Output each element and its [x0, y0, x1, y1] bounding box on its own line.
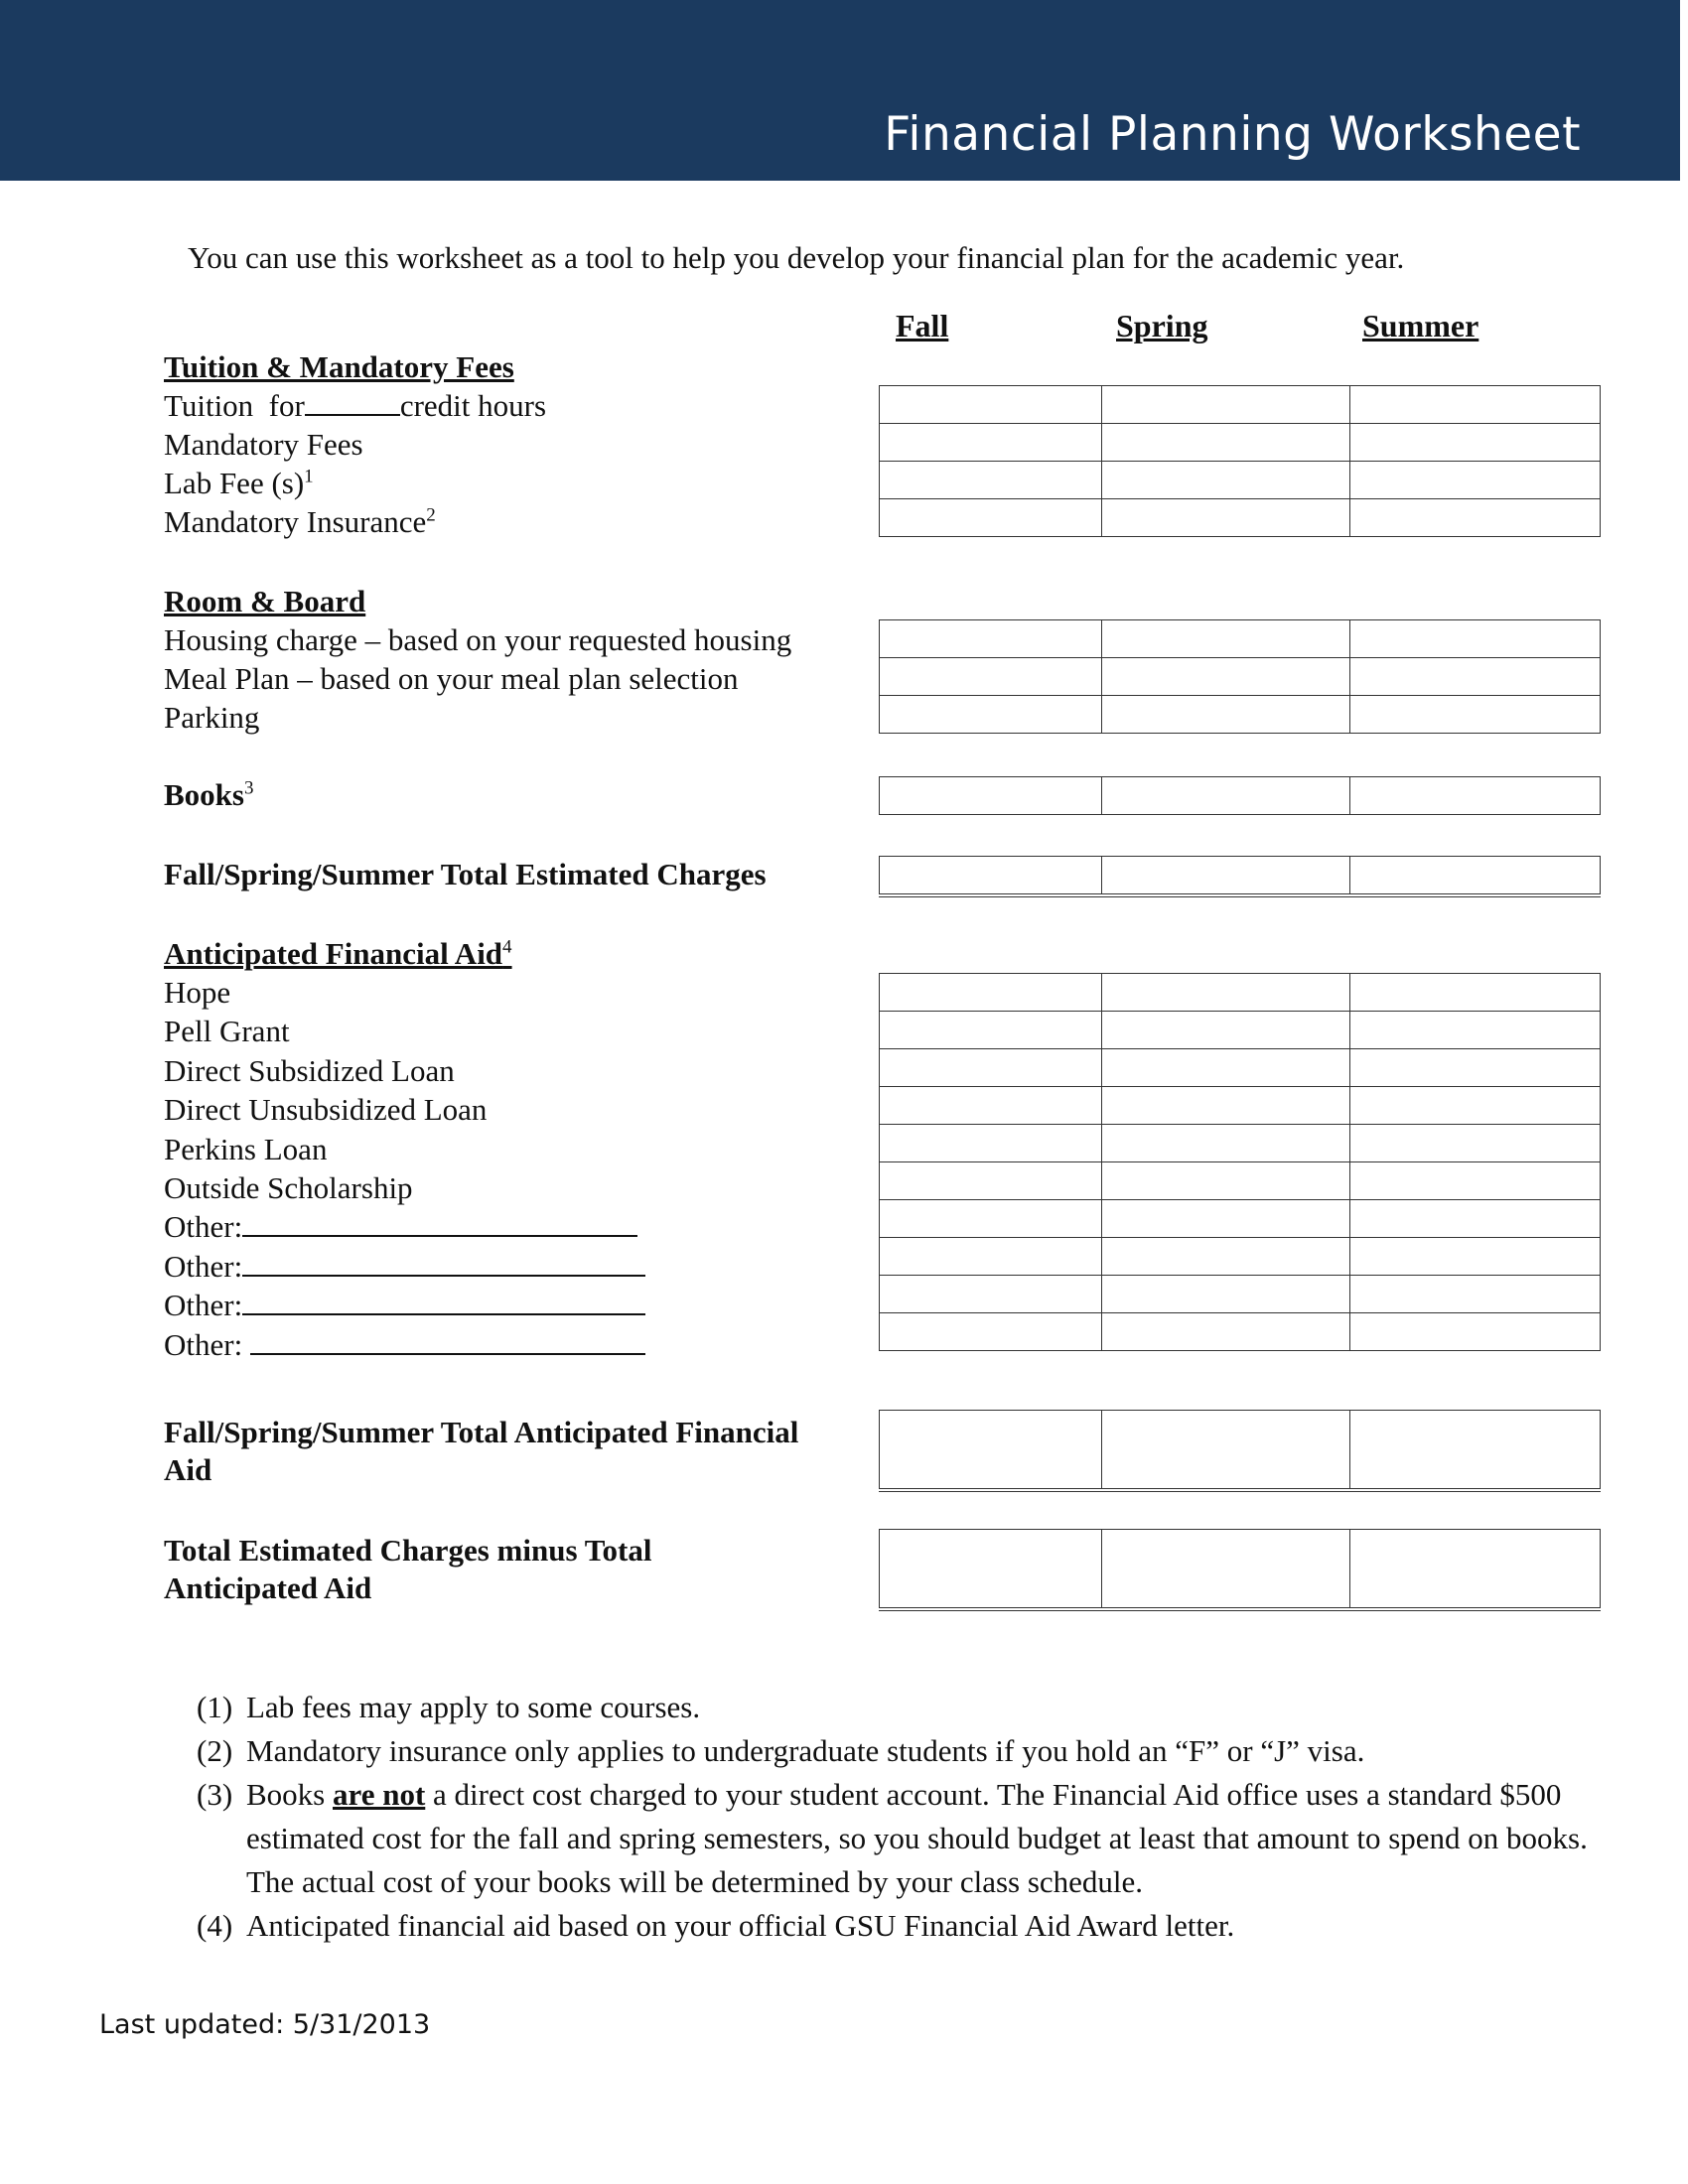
grid-cell[interactable]	[880, 696, 1102, 734]
last-updated: Last updated: 5/31/2013	[99, 2009, 431, 2040]
grid-cell[interactable]	[1350, 658, 1601, 696]
grid-cell[interactable]	[880, 974, 1102, 1012]
grid-cell[interactable]	[1102, 1238, 1350, 1276]
grid-cell[interactable]	[880, 620, 1102, 658]
room-board-grid	[879, 619, 1601, 734]
grid-cell[interactable]	[1102, 1125, 1350, 1162]
parking-label: Parking	[164, 700, 260, 735]
tuition-credit-hours-label: Tuition for credit hours	[164, 388, 547, 423]
total-charges-label: Fall/Spring/Summer Total Estimated Charges	[164, 857, 767, 891]
aid-item-other-3: Other:	[164, 1286, 645, 1325]
column-header-spring: Spring	[1116, 308, 1208, 343]
table-row	[880, 1200, 1601, 1238]
footnote-2: (2) Mandatory insurance only applies to undergraduate students if you hold an “F” or “J” visa.	[197, 1733, 1365, 1768]
grid-cell[interactable]	[1350, 777, 1601, 815]
books-label: Books$^3$	[164, 777, 254, 812]
other-blank-1[interactable]	[242, 1207, 637, 1237]
grid-cell[interactable]	[1350, 1313, 1601, 1351]
grid-cell[interactable]	[1350, 1162, 1601, 1200]
grid-cell[interactable]	[880, 857, 1102, 896]
grid-cell[interactable]	[1102, 1313, 1350, 1351]
other-blank-3[interactable]	[242, 1286, 645, 1315]
total-aid-label: Fall/Spring/Summer Total Anticipated Financial Aid	[164, 1415, 799, 1487]
column-header-fall: Fall	[896, 308, 949, 343]
table-row	[880, 857, 1601, 896]
total-charges-grid	[879, 856, 1601, 897]
grid-cell[interactable]	[1350, 1411, 1601, 1491]
table-row	[880, 974, 1601, 1012]
grid-cell[interactable]	[1102, 1162, 1350, 1200]
grid-cell[interactable]	[1102, 462, 1350, 499]
grid-cell[interactable]	[1350, 499, 1601, 537]
page-title: Financial Planning Worksheet	[884, 107, 1581, 162]
aid-item-direct-subsidized: Direct Subsidized Loan	[164, 1053, 455, 1088]
grid-cell[interactable]	[1350, 696, 1601, 734]
table-row	[880, 777, 1601, 815]
mandatory-fees-label: Mandatory Fees	[164, 427, 363, 462]
column-header-summer: Summer	[1362, 308, 1479, 343]
grid-cell[interactable]	[880, 386, 1102, 424]
table-row	[880, 1012, 1601, 1049]
credit-hours-blank[interactable]	[305, 386, 400, 416]
grid-cell[interactable]	[880, 1049, 1102, 1087]
intro-text: You can use this worksheet as a tool to help you develop your financial plan for the academic year.	[188, 240, 1405, 275]
aid-item-hope: Hope	[164, 975, 231, 1010]
lab-fee-label: Lab Fee $(s)^1$	[164, 466, 314, 500]
grid-cell[interactable]	[880, 658, 1102, 696]
grid-cell[interactable]	[880, 1012, 1102, 1049]
grid-cell[interactable]	[880, 424, 1102, 462]
aid-item-perkins: Perkins Loan	[164, 1132, 328, 1166]
grid-cell[interactable]	[880, 1238, 1102, 1276]
footnote-1: (1) Lab fees may apply to some courses.	[197, 1690, 701, 1724]
grid-cell[interactable]	[1102, 974, 1350, 1012]
table-row	[880, 386, 1601, 424]
grid-cell[interactable]	[1350, 620, 1601, 658]
net-label: Total Estimated Charges minus Total Anticipated Aid	[164, 1533, 652, 1605]
table-row	[880, 1125, 1601, 1162]
grid-cell[interactable]	[1102, 424, 1350, 462]
table-row	[880, 696, 1601, 734]
grid-cell[interactable]	[1350, 386, 1601, 424]
grid-cell[interactable]	[880, 462, 1102, 499]
grid-cell[interactable]	[880, 1411, 1102, 1491]
grid-cell[interactable]	[880, 1276, 1102, 1313]
header-banner	[0, 0, 1680, 181]
grid-cell[interactable]	[1102, 1087, 1350, 1125]
footnotes	[197, 1686, 1607, 1948]
footnote-3: (3) Books are not a direct cost charged to your student account. The Financial Aid office uses a standard $500 estimated cost for the fall and spring semesters, so you should budget at least that amount to spend on books. The actual cost of your books will be determined by your class schedule.	[197, 1777, 1588, 1899]
table-row	[880, 1087, 1601, 1125]
grid-cell[interactable]	[880, 1200, 1102, 1238]
table-row	[880, 658, 1601, 696]
grid-cell[interactable]	[880, 1162, 1102, 1200]
grid-cell[interactable]	[1350, 1125, 1601, 1162]
aid-item-other-2: Other:	[164, 1247, 645, 1287]
grid-cell[interactable]	[1350, 1012, 1601, 1049]
grid-cell[interactable]	[1102, 658, 1350, 696]
aid-item-direct-unsubsidized: Direct Unsubsidized Loan	[164, 1092, 488, 1127]
grid-cell[interactable]	[1350, 1276, 1601, 1313]
grid-cell[interactable]	[1102, 1012, 1350, 1049]
housing-label: Housing charge – based on your requested housing	[164, 622, 792, 657]
other-blank-4[interactable]	[250, 1325, 645, 1355]
net-grid	[879, 1529, 1601, 1611]
grid-cell[interactable]	[1350, 1530, 1601, 1610]
footnote-4: (4) Anticipated financial aid based on your official GSU Financial Aid Award letter.	[197, 1908, 1235, 1943]
grid-cell[interactable]	[1350, 1200, 1601, 1238]
table-row	[880, 1313, 1601, 1351]
grid-cell[interactable]	[1350, 857, 1601, 896]
grid-cell[interactable]	[1350, 1087, 1601, 1125]
other-blank-2[interactable]	[242, 1247, 645, 1277]
aid-item-outside-scholarship: Outside Scholarship	[164, 1170, 413, 1205]
grid-cell[interactable]	[1102, 499, 1350, 537]
grid-cell[interactable]	[1102, 1530, 1350, 1610]
books-grid	[879, 776, 1601, 815]
aid-item-other-4: Other:	[164, 1325, 645, 1365]
grid-cell[interactable]	[880, 1313, 1102, 1351]
table-row	[880, 1530, 1601, 1610]
grid-cell[interactable]	[880, 1125, 1102, 1162]
mandatory-insurance-label: Mandatory Insurance$^2$	[164, 504, 436, 539]
table-row	[880, 1238, 1601, 1276]
table-row	[880, 499, 1601, 537]
grid-cell[interactable]	[1102, 857, 1350, 896]
grid-cell[interactable]	[1350, 1049, 1601, 1087]
aid-heading: Anticipated Financial Aid$^4$	[164, 936, 512, 971]
tuition-heading: Tuition & Mandatory Fees	[164, 349, 514, 384]
grid-cell[interactable]	[880, 1530, 1102, 1610]
tuition-grid	[879, 385, 1601, 537]
aid-grid	[879, 973, 1601, 1351]
grid-cell[interactable]	[1102, 1276, 1350, 1313]
grid-cell[interactable]	[1350, 462, 1601, 499]
table-row	[880, 1276, 1601, 1313]
grid-cell[interactable]	[880, 1087, 1102, 1125]
grid-cell[interactable]	[1102, 1049, 1350, 1087]
table-row	[880, 1162, 1601, 1200]
aid-item-other-1: Other:	[164, 1207, 637, 1247]
total-aid-grid	[879, 1410, 1601, 1492]
grid-cell[interactable]	[1102, 1200, 1350, 1238]
table-row	[880, 620, 1601, 658]
grid-cell[interactable]	[1102, 386, 1350, 424]
aid-item-pell-grant: Pell Grant	[164, 1014, 290, 1048]
grid-cell[interactable]	[1350, 1238, 1601, 1276]
grid-cell[interactable]	[1102, 1411, 1350, 1491]
grid-cell[interactable]	[880, 499, 1102, 537]
table-row	[880, 1049, 1601, 1087]
grid-cell[interactable]	[1102, 696, 1350, 734]
table-row	[880, 424, 1601, 462]
grid-cell[interactable]	[1102, 777, 1350, 815]
table-row	[880, 462, 1601, 499]
grid-cell[interactable]	[1102, 620, 1350, 658]
meal-plan-label: Meal Plan – based on your meal plan selection	[164, 661, 739, 696]
grid-cell[interactable]	[880, 777, 1102, 815]
table-row	[880, 1411, 1601, 1491]
room-board-heading: Room & Board	[164, 584, 366, 618]
grid-cell[interactable]	[1350, 974, 1601, 1012]
grid-cell[interactable]	[1350, 424, 1601, 462]
